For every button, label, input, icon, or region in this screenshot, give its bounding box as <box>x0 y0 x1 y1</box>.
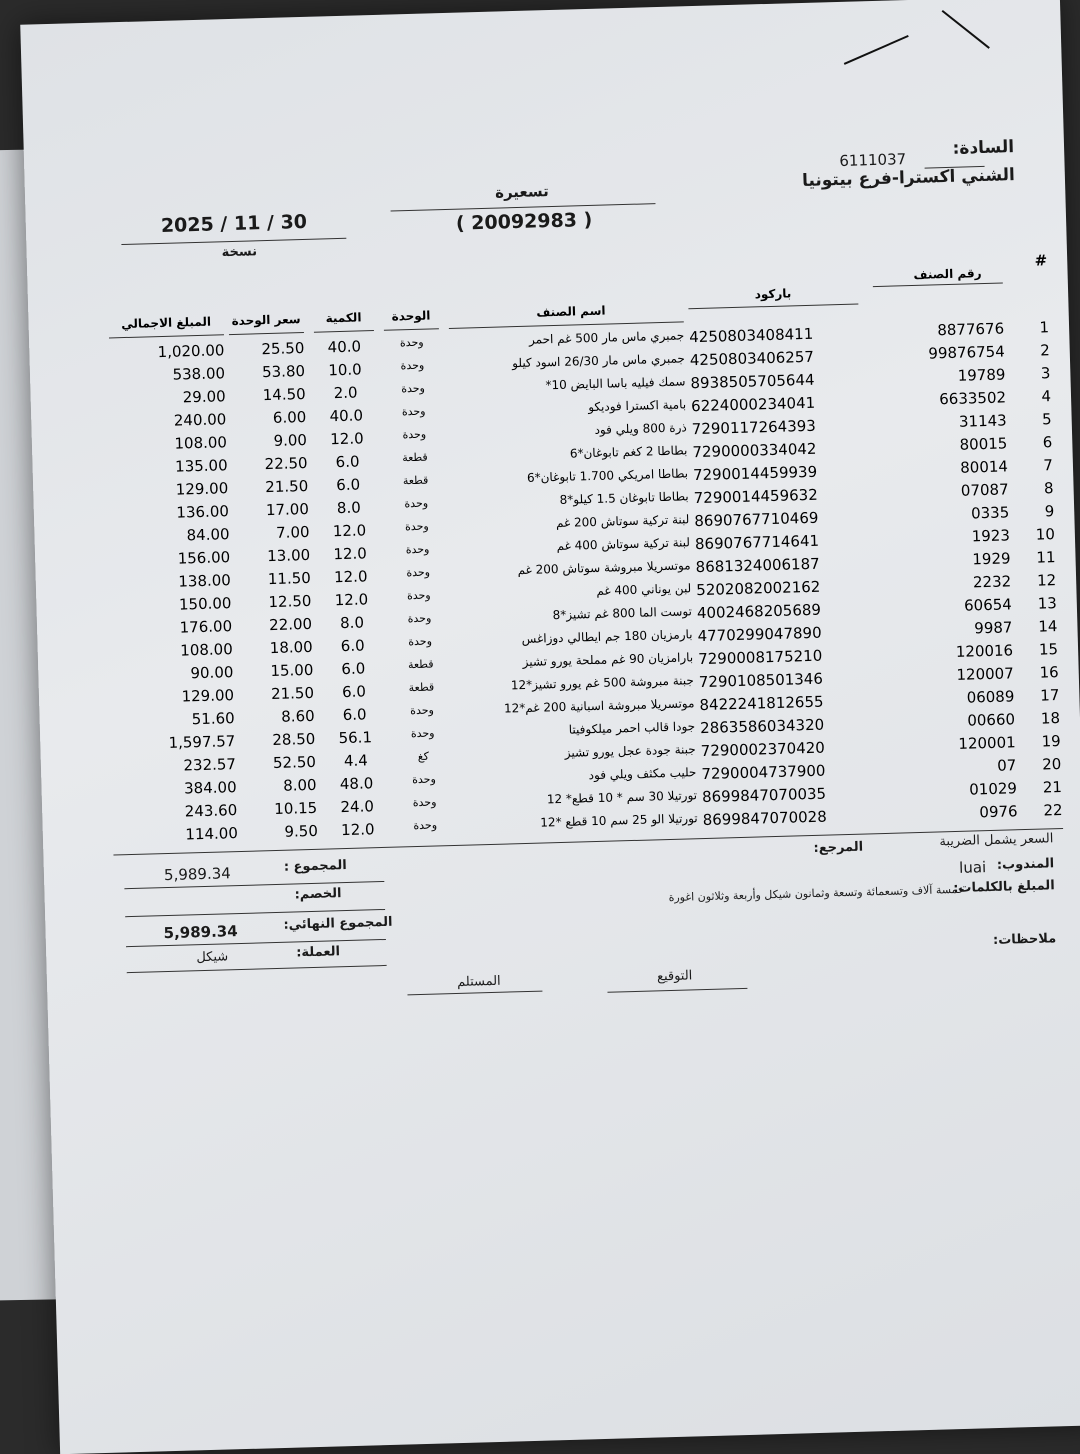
row-index: 13 <box>1037 594 1058 613</box>
item-code: 6633502 <box>938 388 1007 409</box>
item-code: 19789 <box>957 365 1006 385</box>
header-rule <box>229 332 304 335</box>
col-header-barcode: باركود <box>754 286 792 302</box>
line-total: 232.57 <box>183 755 237 775</box>
row-index: 1 <box>1039 318 1050 337</box>
quantity: 2.0 <box>333 383 358 403</box>
unit: وحدة <box>410 703 435 718</box>
unit: وحدة <box>402 427 427 442</box>
unit: قطعة <box>408 680 435 695</box>
unit-price: 8.60 <box>281 706 315 726</box>
barcode: 7290000334042 <box>692 439 817 462</box>
unit: وحدة <box>413 818 438 833</box>
item-name: موتسريلا مبروشة سوتاش 200 غم <box>517 558 691 578</box>
header-rule <box>109 334 224 338</box>
barcode: 8422241812655 <box>699 692 824 715</box>
row-index: 3 <box>1040 364 1051 383</box>
row-index: 22 <box>1043 801 1063 820</box>
item-code: 1923 <box>971 526 1011 546</box>
line-total: 29.00 <box>182 387 226 407</box>
pen-mark <box>942 10 990 49</box>
unit-price: 10.15 <box>274 798 318 819</box>
barcode: 4770299047890 <box>697 623 822 646</box>
quantity: 6.0 <box>336 475 361 495</box>
reference-label: المرجع: <box>813 839 864 856</box>
item-name: بارامزيان 90 غم مملحة يورو تشيز <box>522 650 694 670</box>
row-index: 12 <box>1036 571 1057 590</box>
doc-number: ( 20092983 ) <box>455 208 593 235</box>
unit: كغ <box>417 749 430 763</box>
unit: وحدة <box>404 519 429 534</box>
row-index: 16 <box>1039 663 1059 682</box>
customer-label: السادة: <box>952 137 1015 159</box>
barcode: 7290004737900 <box>701 761 826 784</box>
line-total: 243.60 <box>184 801 238 821</box>
unit: قطعة <box>407 657 434 672</box>
item-code: 80015 <box>959 434 1008 454</box>
item-code: 00660 <box>967 710 1016 730</box>
customer-code: 6111037 <box>839 150 907 170</box>
quote-document <box>20 0 1080 1454</box>
sum-value: 5,989.34 <box>163 864 232 885</box>
item-code: 06089 <box>966 687 1015 707</box>
item-code: 0976 <box>979 802 1018 822</box>
item-name: بطاطا 2 كغم تابوغان*6 <box>569 443 688 461</box>
item-name: جبنة جودة عجل يورو تشيز <box>564 742 696 760</box>
unit: وحدة <box>407 611 432 626</box>
line-total: 1,597.57 <box>168 732 236 752</box>
line-total: 176.00 <box>179 617 233 637</box>
row-index: 19 <box>1041 732 1061 751</box>
item-name: بطاطا تابوغان 1.5 كيلو*8 <box>559 489 689 507</box>
signature-line <box>607 988 747 993</box>
quantity: 8.0 <box>339 613 365 633</box>
item-name: بطاطا امريكي 1.700 تابوغان*6 <box>526 466 689 485</box>
quantity: 48.0 <box>339 774 374 794</box>
item-code: 01029 <box>968 779 1018 799</box>
item-name: جودا قالب احمر ميلكوفيتا <box>568 719 696 737</box>
line-total: 84.00 <box>186 525 230 545</box>
barcode: 8690767710469 <box>694 508 819 531</box>
unit: قطعة <box>402 473 429 488</box>
quantity: 6.0 <box>341 659 366 679</box>
sales-rep-value: luai <box>958 858 987 877</box>
amount-in-words-value: خمسة آلاف وتسعمائة وتسعة وثمانون شيكل وأربعة وثلاثون اغورة <box>668 882 965 905</box>
final-label: المجموع النهائي: <box>283 914 393 933</box>
line-total: 129.00 <box>175 479 229 499</box>
quantity: 12.0 <box>334 590 369 610</box>
item-code: 8877676 <box>937 319 1005 340</box>
row-index: 18 <box>1040 709 1061 728</box>
quantity: 12.0 <box>333 544 368 564</box>
header-rule <box>314 330 374 333</box>
barcode: 7290108501346 <box>698 669 824 692</box>
unit-price: 18.00 <box>269 637 313 658</box>
col-header-index: # <box>1034 251 1048 270</box>
sales-rep-label: المندوب: <box>996 856 1055 873</box>
line-total: 1,020.00 <box>157 341 225 362</box>
barcode: 8699847070028 <box>702 807 827 830</box>
quantity: 8.0 <box>336 498 362 518</box>
unit: وحدة <box>400 358 425 373</box>
unit: قطعة <box>402 450 428 465</box>
line-total: 136.00 <box>176 502 230 522</box>
header-rule <box>688 304 858 310</box>
amount-in-words-label: المبلغ بالكلمات: <box>953 878 1055 897</box>
row-index: 11 <box>1036 548 1056 567</box>
row-index: 5 <box>1041 410 1052 429</box>
unit-price: 22.00 <box>268 614 313 635</box>
item-name: توست الما 800 غم تشيز*8 <box>552 604 693 623</box>
row-index: 20 <box>1041 755 1062 774</box>
quantity: 40.0 <box>329 406 364 426</box>
line-total: 156.00 <box>177 548 231 568</box>
item-name: جبنة مبروشة 500 غم يورو تشيز*12 <box>510 673 694 693</box>
unit: وحدة <box>406 588 431 603</box>
item-code: 120001 <box>958 733 1016 753</box>
item-code: 2232 <box>972 572 1012 592</box>
line-total: 90.00 <box>190 663 234 683</box>
pen-mark <box>844 35 909 65</box>
currency-value: شيكل <box>196 949 229 966</box>
discount-label: الخصم: <box>294 886 342 903</box>
unit-price: 12.50 <box>268 591 312 612</box>
item-name: لبنة تركية سوتاش 200 غم <box>555 512 690 531</box>
item-name: بامية اكسترا فوديكو <box>588 397 687 415</box>
item-name: تورتيلا 30 سم * 10 قطع* 12 <box>546 788 698 807</box>
item-code: 31143 <box>958 411 1007 431</box>
line-total: 108.00 <box>174 433 228 453</box>
unit: وحدة <box>404 496 429 511</box>
item-name: جمبري ماس مار 26/30 اسود كيلو <box>511 351 686 371</box>
copy-label: نسخة <box>221 244 258 261</box>
row-index: 10 <box>1035 525 1056 544</box>
unit: وحدة <box>406 565 431 580</box>
item-name: سمك فيليه باسا البايض 10* <box>545 374 686 393</box>
quantity: 12.0 <box>329 429 364 449</box>
quantity: 6.0 <box>335 452 360 472</box>
col-header-item-code: رقم الصنف <box>913 266 982 282</box>
tax-note: السعر يشمل الضريبة <box>939 831 1054 850</box>
unit-price: 53.80 <box>261 361 306 382</box>
unit-price: 21.50 <box>270 683 315 704</box>
unit-price: 9.00 <box>273 430 308 450</box>
row-index: 6 <box>1042 433 1053 452</box>
unit-price: 13.00 <box>266 545 311 566</box>
barcode: 4250803408411 <box>688 324 814 347</box>
quantity: 12.0 <box>333 567 368 587</box>
unit-price: 14.50 <box>262 384 306 405</box>
item-code: 07 <box>996 756 1017 775</box>
item-code: 60654 <box>963 595 1013 615</box>
quantity: 6.0 <box>341 682 367 702</box>
barcode: 6224000234041 <box>690 393 816 416</box>
doc-date: 2025 / 11 / 30 <box>160 210 308 237</box>
line-total: 114.00 <box>185 824 239 844</box>
quantity: 6.0 <box>340 636 365 656</box>
col-header-unit-price: سعر الوحدة <box>231 312 301 329</box>
line-total: 240.00 <box>173 410 227 430</box>
barcode: 7290117264393 <box>691 416 817 439</box>
col-header-qty: الكمية <box>325 310 362 326</box>
line-total: 129.00 <box>181 686 235 706</box>
line-total: 135.00 <box>174 456 228 476</box>
unit-price: 7.00 <box>275 522 310 542</box>
barcode: 8681324006187 <box>695 554 820 577</box>
unit: وحدة <box>399 335 424 350</box>
receiver-label: المستلم <box>456 973 501 990</box>
unit-price: 11.50 <box>267 568 312 589</box>
unit-price: 25.50 <box>261 338 305 359</box>
unit-price: 22.50 <box>264 453 308 474</box>
line-total: 538.00 <box>172 364 226 384</box>
item-code: 9987 <box>974 618 1013 638</box>
row-index: 21 <box>1042 778 1063 797</box>
item-name: جمبري ماس مار 500 غم احمر <box>528 328 685 347</box>
unit-price: 28.50 <box>272 729 316 750</box>
header-rule <box>873 282 1003 287</box>
header-rule <box>449 321 684 329</box>
item-name: لبن يوناني 400 غم <box>596 581 692 598</box>
barcode: 8938505705644 <box>690 370 815 393</box>
unit: وحدة <box>411 772 436 787</box>
doc-type: تسعيرة <box>494 182 550 202</box>
row-index: 17 <box>1040 686 1060 705</box>
row-index: 8 <box>1043 479 1054 498</box>
row-index: 9 <box>1044 502 1055 521</box>
item-code: 07087 <box>960 480 1009 500</box>
row-index: 4 <box>1041 387 1052 406</box>
item-name: حليب مكثف ويلي فود <box>588 765 697 783</box>
row-index: 7 <box>1043 456 1054 475</box>
currency-rule <box>127 965 387 973</box>
barcode: 7290014459632 <box>693 485 818 508</box>
item-code: 120007 <box>956 664 1014 684</box>
unit: وحدة <box>405 542 430 557</box>
unit: وحدة <box>408 634 433 649</box>
unit-price: 6.00 <box>272 407 307 427</box>
unit-price: 15.00 <box>270 660 314 681</box>
quantity: 6.0 <box>342 705 367 725</box>
item-name: موتسريلا مبروشة اسبانية 200 غم*12 <box>503 696 695 716</box>
item-code: 99876754 <box>928 342 1005 363</box>
unit-price: 8.00 <box>282 775 317 795</box>
quantity: 40.0 <box>327 337 362 357</box>
item-name: تورتيلا الو 25 سم 10 قطع *12 <box>540 811 698 830</box>
col-header-item-name: اسم الصنف <box>536 303 606 320</box>
barcode: 5202082002162 <box>696 577 821 600</box>
col-header-total: المبلغ الاجمالي <box>121 314 212 332</box>
quantity: 4.4 <box>343 751 369 771</box>
barcode: 4002468205689 <box>696 600 822 623</box>
col-header-unit: الوحدة <box>391 308 431 324</box>
unit: وحدة <box>401 404 426 419</box>
currency-label: العملة: <box>296 944 341 961</box>
unit: وحدة <box>412 795 437 810</box>
unit-price: 9.50 <box>284 821 319 841</box>
item-name: لبنة تركية سوتاش 400 غم <box>556 535 691 554</box>
signature-label: التوقيع <box>656 968 693 985</box>
line-total: 108.00 <box>180 640 234 660</box>
final-value: 5,989.34 <box>163 922 238 943</box>
barcode: 8690767714641 <box>694 531 820 554</box>
quantity: 56.1 <box>338 728 373 748</box>
quantity: 12.0 <box>340 820 375 840</box>
customer-name: الشني اكسترا-فرع بيتونيا <box>801 165 1016 192</box>
unit: وحدة <box>401 381 426 396</box>
quantity: 12.0 <box>332 521 367 541</box>
item-code: 0335 <box>970 503 1010 523</box>
row-index: 15 <box>1038 640 1059 659</box>
line-total: 150.00 <box>178 594 232 614</box>
quantity: 24.0 <box>340 797 375 817</box>
line-total: 384.00 <box>183 778 237 798</box>
item-name: بارمزيان 180 جم ايطالي دوزاغس <box>521 627 693 647</box>
unit-price: 17.00 <box>265 499 310 520</box>
notes-label: ملاحظات: <box>992 931 1057 948</box>
unit: وحدة <box>410 726 435 741</box>
barcode: 2863586034320 <box>699 715 825 738</box>
header-rule <box>384 328 439 331</box>
unit-price: 52.50 <box>272 752 317 773</box>
row-index: 14 <box>1038 617 1058 636</box>
barcode: 4250803406257 <box>689 347 815 370</box>
barcode: 8699847070035 <box>701 784 827 807</box>
line-total: 138.00 <box>178 571 232 591</box>
item-code: 1929 <box>972 549 1011 569</box>
barcode: 7290014459939 <box>692 462 818 485</box>
quantity: 10.0 <box>328 360 362 380</box>
barcode: 7290002370420 <box>700 738 826 761</box>
sum-label: المجموع : <box>283 858 347 875</box>
item-code: 120016 <box>955 641 1014 661</box>
receiver-line <box>407 991 542 996</box>
line-total: 51.60 <box>191 709 235 729</box>
row-index: 2 <box>1039 341 1050 360</box>
unit-price: 21.50 <box>265 476 309 497</box>
item-name: ذرة 800 ويلي فود <box>594 420 687 437</box>
item-code: 80014 <box>960 457 1009 477</box>
barcode: 7290008175210 <box>697 646 823 669</box>
